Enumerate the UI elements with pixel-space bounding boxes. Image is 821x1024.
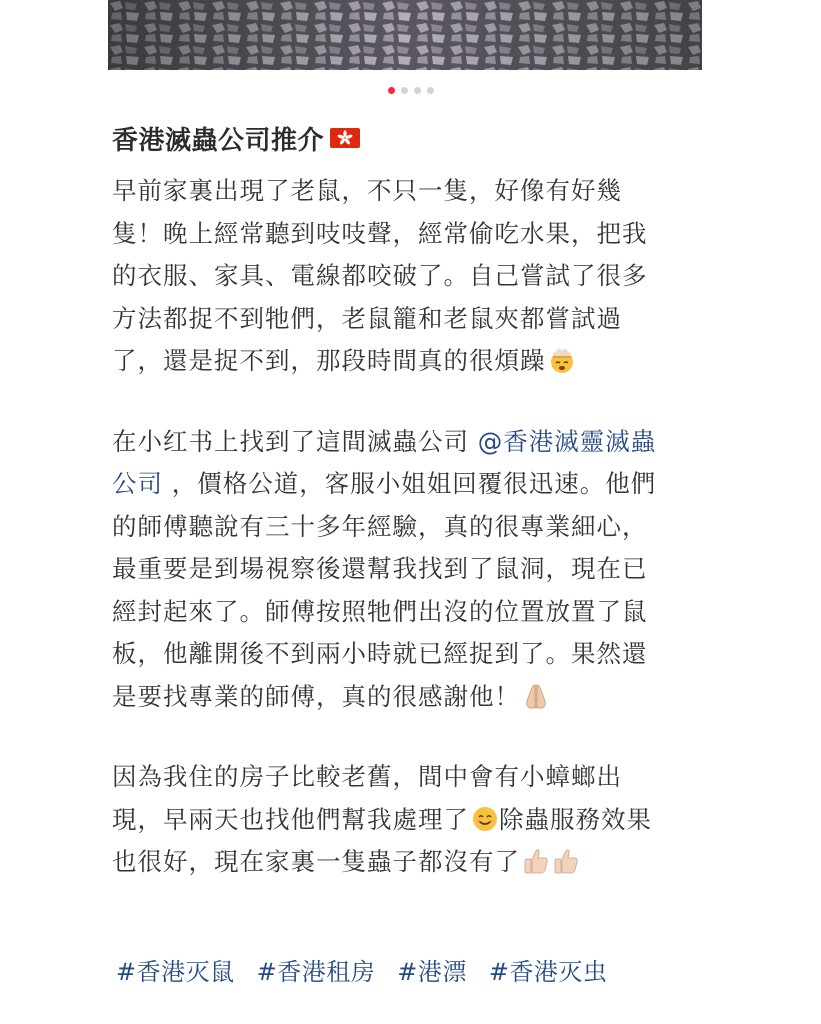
text-line-last xyxy=(112,841,712,884)
exploding-head-emoji-icon xyxy=(548,346,576,374)
text-line-last xyxy=(112,676,712,719)
hashtag-link[interactable]: #港漂 xyxy=(397,958,467,986)
text-segment: 現，早兩天也找他們幫我處理了 xyxy=(112,804,469,834)
text-segment: ，價格公道，客服小姐姐回覆很迅速。他們 xyxy=(163,469,657,498)
thumbs-up-emoji-icon xyxy=(522,847,550,875)
post-image[interactable] xyxy=(108,0,702,70)
text-line: 最重要是到場視察後還幫我找到了鼠洞，現在已 xyxy=(112,554,648,583)
text-line: 因為我住的房子比較老舊，間中會有小蟑螂出 xyxy=(112,762,622,791)
post-body xyxy=(112,118,712,884)
text-line: 方法都捉不到牠們，老鼠籠和老鼠夾都嘗試過 xyxy=(112,303,622,333)
text-line: 隻！晚上經常聽到吱吱聲，經常偷吃水果，把我 xyxy=(112,218,648,248)
post-paragraph-1 xyxy=(112,170,712,383)
post-title: 香港滅蟲公司推介 xyxy=(112,125,325,156)
hashtag-link[interactable]: #香港灭虫 xyxy=(488,958,608,986)
text-line: 的師傅聽說有三十多年經驗，真的很專業細心， xyxy=(112,511,648,541)
thumbs-up-emoji-icon xyxy=(552,847,580,875)
carousel-dot-4[interactable] xyxy=(427,87,434,94)
text-line: 板，他離開後不到兩小時就已經捉到了。果然還 xyxy=(112,639,648,668)
carousel-dot-1[interactable] xyxy=(388,87,395,94)
hashtag-list xyxy=(116,952,607,987)
hong-kong-flag-icon xyxy=(330,128,360,148)
carousel-dot-3[interactable] xyxy=(414,87,421,94)
text-line: 早前家裏出現了老鼠，不只一隻，好像有好幾 xyxy=(112,176,622,205)
hashtag-link[interactable]: #香港租房 xyxy=(256,958,376,986)
text-segment: 在小红书上找到了這間滅蟲公司 xyxy=(112,426,478,456)
text-line xyxy=(112,421,712,464)
mention-link-continued[interactable]: 公司 xyxy=(112,469,163,498)
carousel-dot-2[interactable] xyxy=(401,87,408,94)
mention-link[interactable]: @香港滅靈滅蟲 xyxy=(477,426,657,456)
text-segment: 是要找專業的師傅，真的很感謝他！ xyxy=(112,681,520,711)
smiling-face-emoji-icon xyxy=(471,805,499,833)
post-paragraph-2 xyxy=(112,421,712,719)
text-line-last xyxy=(112,340,712,383)
text-line xyxy=(112,799,712,842)
text-line: 的衣服、家具、電線都咬破了。自己嘗試了很多 xyxy=(112,261,648,290)
post-image-texture xyxy=(108,0,702,70)
text-segment: 除蟲服務效果 xyxy=(499,804,652,834)
hashtag-link[interactable]: #香港灭鼠 xyxy=(116,958,235,986)
carousel-indicator xyxy=(0,87,821,94)
post-paragraph-3 xyxy=(112,756,712,884)
text-segment: 也很好，現在家裏一隻蟲子都沒有了 xyxy=(112,847,520,876)
text-line xyxy=(112,463,712,506)
text-segment: 了，還是捉不到，那段時間真的很煩躁 xyxy=(112,346,546,375)
post-title-row xyxy=(112,118,712,158)
text-line: 經封起來了。師傅按照牠們出沒的位置放置了鼠 xyxy=(112,596,648,626)
folded-hands-emoji-icon xyxy=(522,682,550,710)
